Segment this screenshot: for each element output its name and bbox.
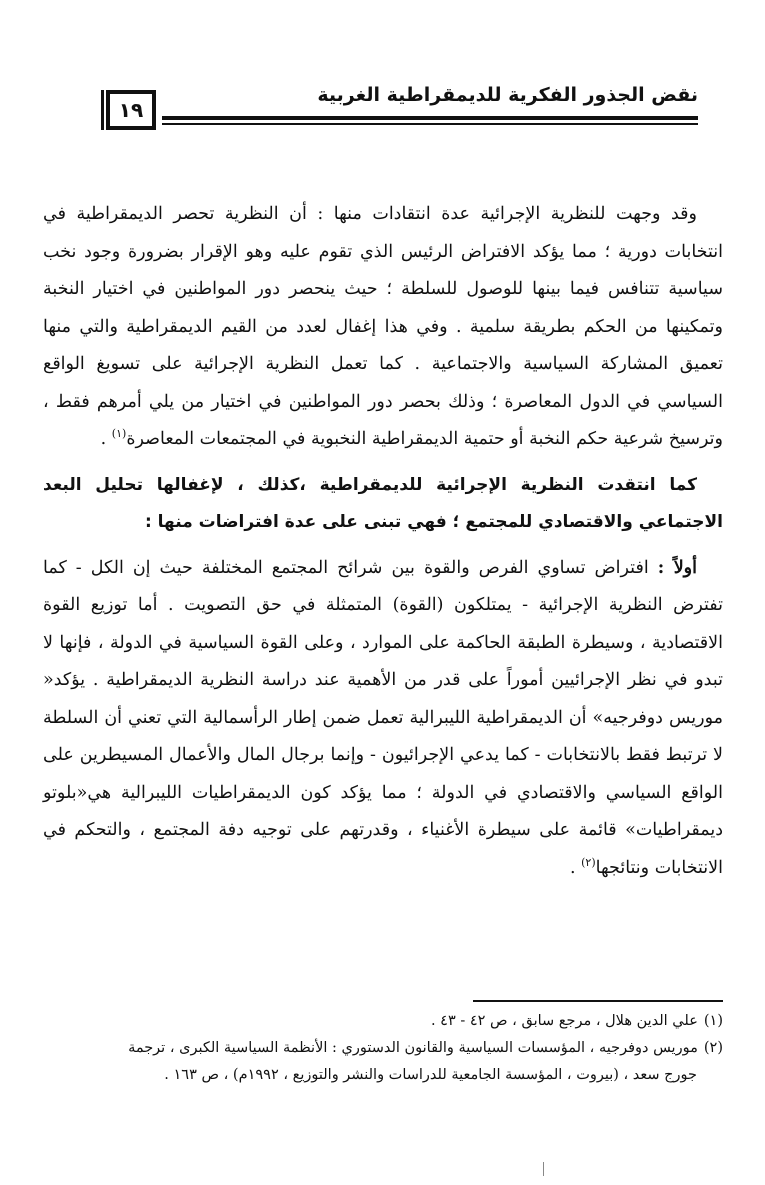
paragraph-3-lead: أولاً : (657, 557, 697, 578)
footnote-ref-1: (١) (111, 427, 127, 441)
paragraph-3-text: افتراض تساوي الفرص والقوة بين شرائح المجتمع المختلفة حيث إن الكل - كما تفترض النظرية الإجرائية - يمتلكون (القوة) المتمثلة في حق التصويت . أما توزيع القوة الاقتصادية ، وسيطرة الطبقة الحاكمة على الموارد ، وعلى القوة السياسية في الدولة ، فإنها لا تبدو في نظر الإجرائيين أموراً على قدر من الأهمية عند دراسة النظرية الديمقراطية . يؤكد« موريس دوفرجيه» أن الديمقراطية الليبرالية تعمل ضمن إطار الرأسمالية التي تعني أن السلطة لا ترتبط فقط بالانتخابات - كما يدعي الإجرائيون - وإنما برجال المال والأعمال المسيطرين على الواقع السياسي والاقتصادي في الدولة ؛ مما يؤكد كون الديمقراطيات الليبرالية هي«بلوتو ديمقراطيات» قائمة على سيطرة الأغنياء ، وقدرتهم على توجيه دفة المجتمع ، والتحكم في الانتخابات ونتائجها (43, 557, 723, 878)
scan-mark (543, 1162, 544, 1176)
running-title: نقض الجذور الفكرية للديمقراطية الغربية (317, 84, 698, 106)
paragraph-1-text: وقد وجهت للنظرية الإجرائية عدة انتقادات منها : أن النظرية تحصر الديمقراطية في انتخابات دورية ؛ مما يؤكد الافتراض الرئيس الذي تقوم عليه وهو الإقرار بضرورة وجود نخب سياسية تتنافس فيما بينها للوصول للسلطة ؛ حيث ينحصر دور المواطنين في اختيار النخبة وتمكينها من الحكم بطريقة سلمية . وفي هذا إغفال لعدد من القيم الديمقراطية والتي منها تعميق المشاركة السياسية والاجتماعية . كما تعمل النظرية الإجرائية على تسويغ الواقع السياسي في الدول المعاصرة ؛ وذلك بحصر دور المواطنين في اختيار من يلي أمرهم فقط ، وترسيخ شرعية حكم النخبة أو حتمية الديمقراطية النخبوية في المجتمعات المعاصرة (43, 204, 723, 449)
footnote-separator (473, 1000, 723, 1002)
footnotes (43, 1008, 723, 1089)
footnote-2-number: (٢) (703, 1040, 723, 1056)
footnote-2-continuation (43, 1062, 723, 1089)
footnote-1-text: علي الدين هلال ، مرجع سابق ، ص ٤٢ - ٤٣ . (430, 1013, 698, 1029)
body-text (43, 196, 723, 887)
paragraph-1 (43, 196, 723, 459)
footnote-1 (43, 1008, 723, 1035)
header-rule-thick (162, 116, 698, 120)
footnote-2 (43, 1035, 723, 1062)
paragraph-1-tail: . (100, 429, 112, 449)
footnote-ref-2: (٢) (581, 855, 596, 869)
paragraph-3 (43, 550, 723, 888)
paragraph-2 (43, 467, 723, 542)
footnote-1-number: (١) (703, 1013, 723, 1029)
paragraph-3-tail: . (569, 857, 582, 878)
page-number: ١٩ (106, 90, 156, 130)
footnote-2-text: موريس دوفرجيه ، المؤسسات السياسية والقانون الدستوري : الأنظمة السياسية الكبرى ، ترجمة (128, 1040, 698, 1056)
running-header (102, 82, 698, 144)
header-rule-thin (162, 123, 698, 125)
footnote-2-continuation-text: جورج سعد ، (بيروت ، المؤسسة الجامعية للدراسات والنشر والتوزيع ، ١٩٩٢م) ، ص ١٦٣ . (164, 1067, 697, 1083)
paragraph-2-text: كما انتقدت النظرية الإجرائية للديمقراطية ،كذلك ، لإغفالها تحليل البعد الاجتماعي والاقتصادي للمجتمع ؛ فهي تبنى على عدة افتراضات منها : (43, 474, 723, 532)
